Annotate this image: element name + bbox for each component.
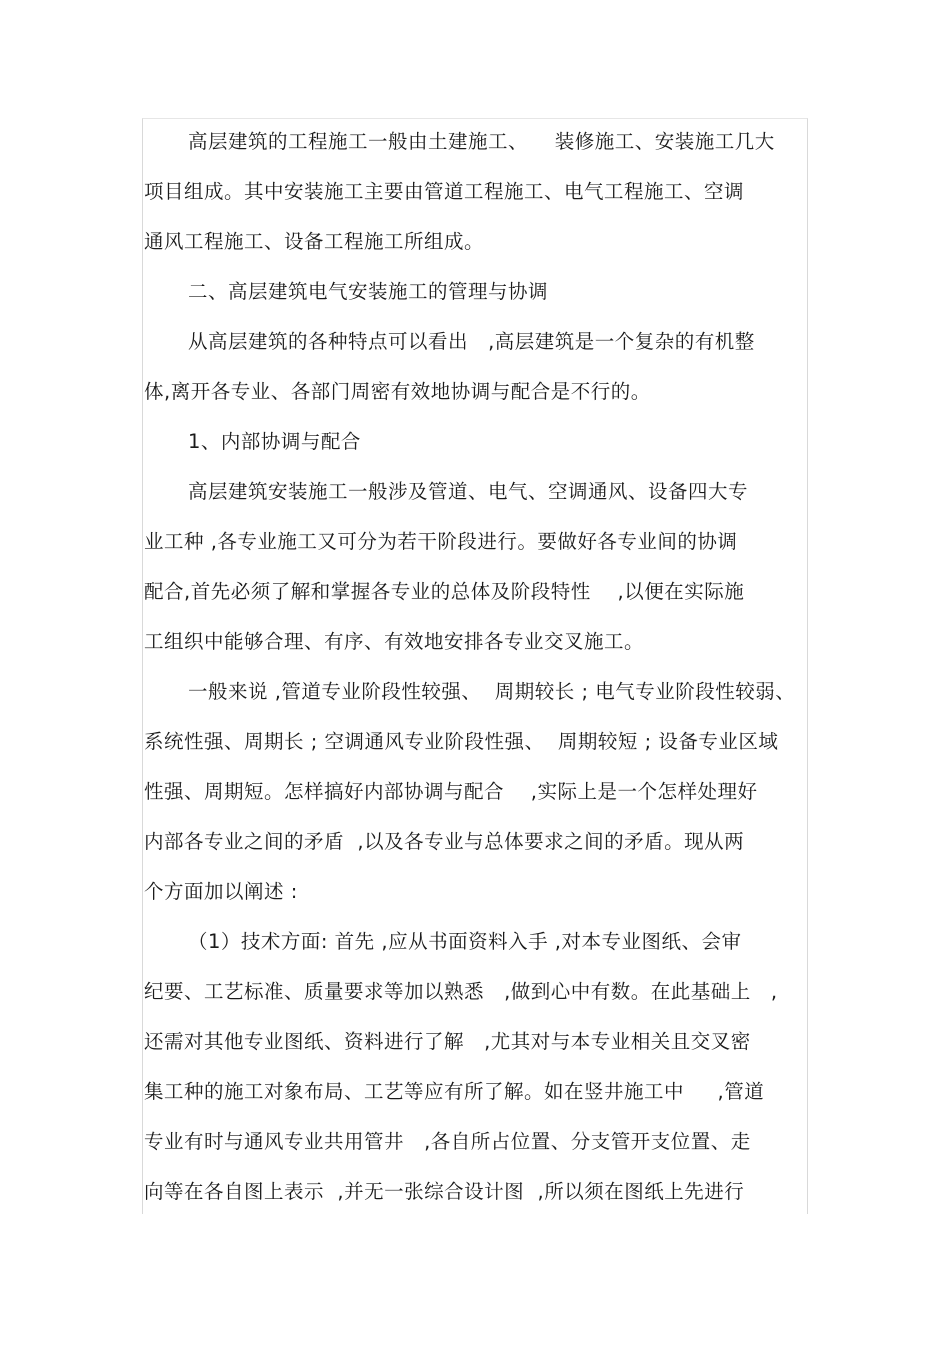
text-line: 集工种的施工对象布局、工艺等应有所了解。如在竖井施工中 ,管道 — [144, 1080, 765, 1103]
subsection-heading: 1、内部协调与配合 — [188, 430, 361, 453]
document-body — [144, 120, 808, 1220]
text-line: 系统性强、周期长 ; 空调通风专业阶段性强、 周期较短 ; 设备专业区域 — [144, 730, 779, 753]
text-line: 从高层建筑的各种特点可以看出 ,高层建筑是一个复杂的有机整 — [188, 330, 755, 353]
text-line: 项目组成。其中安装施工主要由管道工程施工、电气工程施工、空调 — [144, 180, 745, 203]
text-line: 体,离开各专业、各部门周密有效地协调与配合是不行的。 — [144, 380, 651, 403]
text-line: 业工种 ,各专业施工又可分为若干阶段进行。要做好各专业间的协调 — [144, 530, 738, 553]
text-line: 专业有时与通风专业共用管井 ,各自所占位置、分支管开支位置、走 — [144, 1130, 751, 1153]
text-line: 个方面加以阐述 : — [144, 880, 298, 903]
text-line: 向等在各自图上表示 ,并无一张综合设计图 ,所以须在图纸上先进行 — [144, 1180, 745, 1203]
text-line: 一般来说 ,管道专业阶段性较强、 周期较长 ; 电气专业阶段性较弱、 — [188, 680, 796, 703]
text-line: 配合,首先必须了解和掌握各专业的总体及阶段特性 ,以便在实际施 — [144, 580, 745, 603]
section-heading: 二、高层建筑电气安装施工的管理与协调 — [188, 280, 549, 303]
text-line: 通风工程施工、设备工程施工所组成。 — [144, 230, 485, 253]
text-line: 高层建筑的工程施工一般由土建施工、 装修施工、安装施工几大 — [188, 130, 775, 153]
text-line: 工组织中能够合理、有序、有效地安排各专业交叉施工。 — [144, 630, 645, 653]
text-line: 还需对其他专业图纸、资料进行了解 ,尤其对与本专业相关且交叉密 — [144, 1030, 751, 1053]
text-line: 内部各专业之间的矛盾 ,以及各专业与总体要求之间的矛盾。现从两 — [144, 830, 745, 853]
text-line: （1）技术方面: 首先 ,应从书面资料入手 ,对本专业图纸、会审 — [188, 930, 742, 953]
text-line: 性强、周期短。怎样搞好内部协调与配合 ,实际上是一个怎样处理好 — [144, 780, 758, 803]
text-line: 纪要、工艺标准、质量要求等加以熟悉 ,做到心中有数。在此基础上 , — [144, 980, 778, 1003]
text-line: 高层建筑安装施工一般涉及管道、电气、空调通风、设备四大专 — [188, 480, 749, 503]
